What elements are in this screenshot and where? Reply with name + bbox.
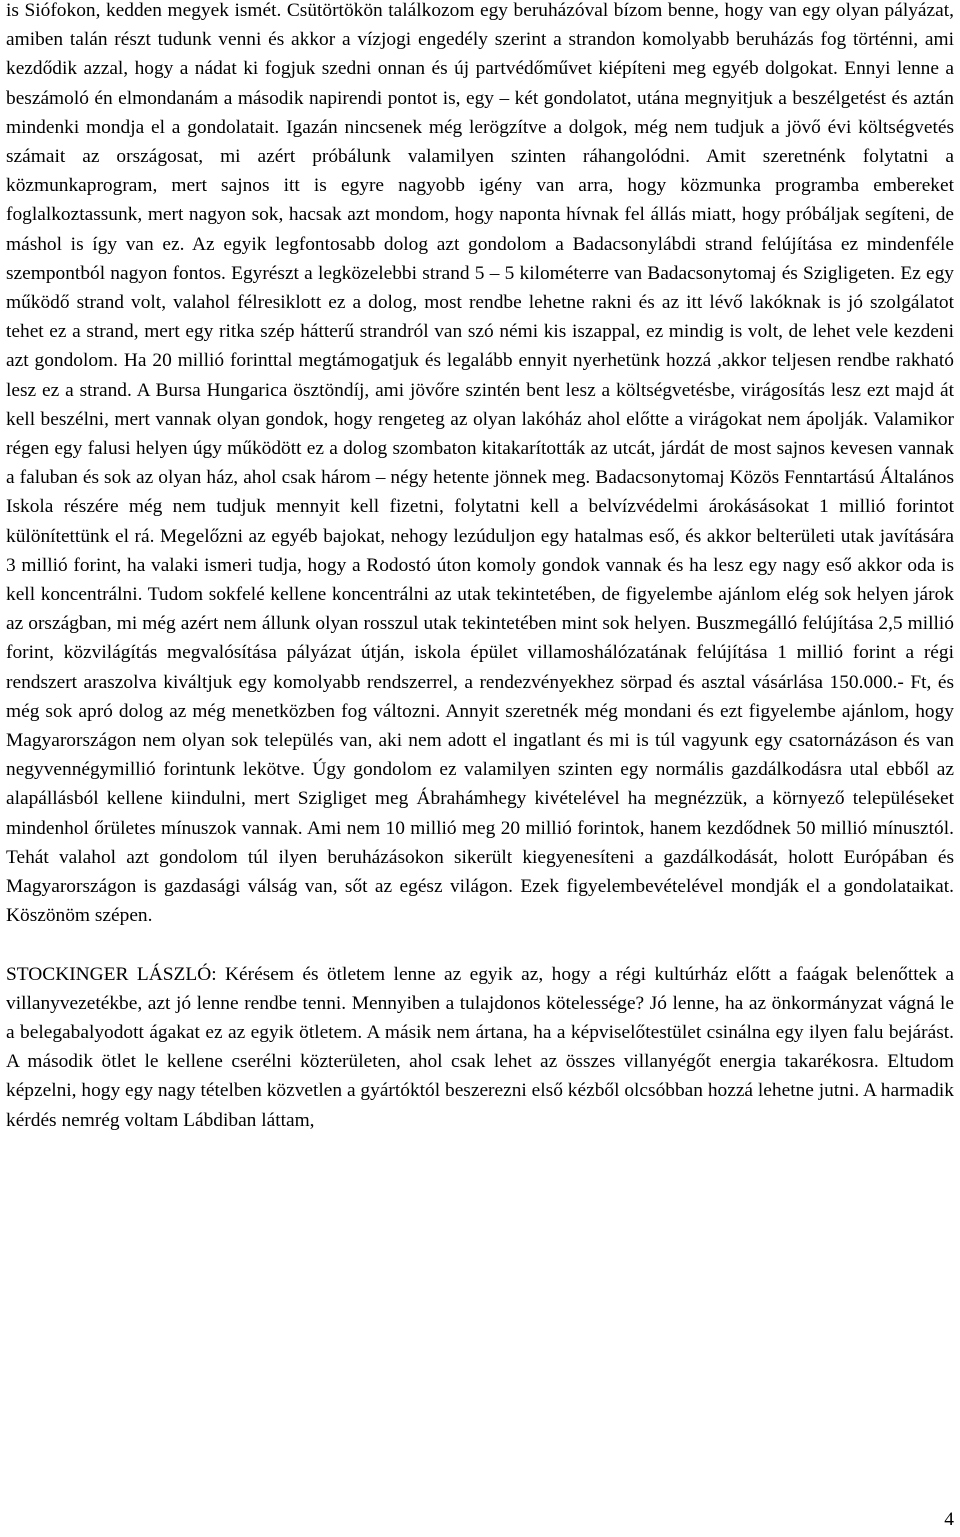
- document-page: [6, 0, 954, 1135]
- body-paragraph: is Siófokon, kedden megyek ismét. Csütörtökön találkozom egy beruházóval bízom benne, hogy van egy olyan pályázat, amiben talán részt tudunk venni és akkor a vízjogi engedély szerint a strandon komolyabb beruházás fog történni, ami kezdődik azzal, hogy a nádat ki fogjuk szedni onnan és új partvédőművet kiépíteni meg egyéb dolgokat. Ennyi lenne a beszámoló én elmondanám a második napirendi pontot is, egy – két gondolatot, utána megnyitjuk a beszélgetést és aztán mindenki mondja el a gondolatait. Igazán nincsenek még lerögzítve a dolgok, még nem tudjuk a jövő évi költségvetés számait az országosat, mi azért próbálunk valamilyen szinten ráhangolódni. Amit szeretnénk folytatni a közmunkaprogram, mert sajnos itt is egyre nagyobb igény van arra, hogy közmunka programba embereket foglalkoztassunk, mert nagyon sok, hacsak azt mondom, hogy naponta hívnak fel állás miatt, hogy próbáljak segíteni, de máshol is így van ez. Az egyik legfontosabb dolog azt gondolom a Badacsonylábdi strand felújítása ez mindenféle szempontból nagyon fontos. Egyrészt a legközelebbi strand 5 – 5 kilométerre van Badacsonytomaj és Szigligeten. Ez egy működő strand volt, valahol félresiklott ez a dolog, most rendbe lehetne rakni és az itt lévő lakóknak is jó szolgálatot tehet ez a strand, mert egy ritka szép hátterű strandról van szó némi kis iszappal, ez mindig is volt, de lehet vele kezdeni azt gondolom. Ha 20 millió forinttal megtámogatjuk és legalább ennyit nyerhetünk hozzá ,akkor teljesen rendbe rakható lesz ez a strand. A Bursa Hungarica ösztöndíj, ami jövőre szintén bent lesz a költségvetésbe, virágosítás lesz ezt majd át kell beszélni, mert vannak olyan gondok, hogy rengeteg az olyan lakóház ahol előtte a virágokat nem ápolják. Valamikor régen egy falusi helyen úgy működött ez a dolog szombaton kitakarították az utcát, járdát de most sajnos kevesen vannak a faluban és sok az olyan ház, ahol csak három – négy hetente jönnek meg. Badacsonytomaj Közös Fenntartású Általános Iskola részére még nem tudjuk mennyit kell fizetni, folytatni kell a belvízvédelmi árokásásokat 1 millió forintot különítettünk el rá. Megelőzni az egyéb bajokat, nehogy lezúduljon egy hatalmas eső, és akkor belterületi utak javítására 3 millió forint, ha valaki ismeri tudja, hogy a Rodostó úton komoly gondok vannak és ha lesz egy nagy eső akkor oda is kell koncentrálni. Tudom sokfelé kellene koncentrálni az utak tekintetében, de figyelembe ajánlom elég sok helyen járok az országban, mi még azért nem állunk olyan rosszul utak tekintetében mint sok helyen. Buszmegálló felújítása 2,5 millió forint, közvilágítás megvalósítása pályázat útján, iskola épület villamoshálózatának felújítása 1 millió forint a régi rendszert araszolva kiváltjuk egy komolyabb rendszerrel, a rendezvényekhez sörpad és asztal vásárlása 150.000.- Ft, és még sok apró dolog az még menetközben fog változni. Annyit szeretnék még mondani és ezt figyelembe ajánlom, hogy Magyarországon nem olyan sok település van, aki nem adott el ingatlant és mi is túl vagyunk egy csatornázáson és van negyvennégymillió forintunk lekötve. Úgy gondolom ez valamilyen szinten egy normális gazdálkodásra utal ebből az alapállásból kellene kiindulni, mert Szigliget meg Ábrahámhegy kivételével ha megnézzük, a környező településeket mindenhol őrületes mínuszok vannak. Ami nem 10 millió meg 20 millió forintok, hanem kezdődnek 50 millió mínusztól. Tehát valahol azt gondolom túl ilyen beruházásokon sikerült kiegyenesíteni a gazdálkodását, holott Európában és Magyarországon is gazdasági válság van, sőt az egész világon. Ezek figyelembevételével mondják el a gondolataikat. Köszönöm szépen.: [6, 0, 954, 927]
- page-number: 4: [944, 1509, 954, 1530]
- paragraph-spacer: [6, 931, 954, 960]
- speaker-paragraph: STOCKINGER LÁSZLÓ: Kérésem és ötletem lenne az egyik az, hogy a régi kultúrház előtt a faágak belenőttek a villanyvezetékbe, azt jó lenne rendbe tenni. Mennyiben a tulajdonos kötelessége? Jó lenne, ha az önkormányzat vágná le a belegabalyodott ágakat ez az egyik ötletem. A másik nem ártana, ha a képviselőtestület csinálna egy ilyen falu bejárást. A második ötlet le kellene cserélni közterületen, ahol csak lehet az összes villanyégőt energia takarékosra. Eltudom képzelni, hogy egy nagy tételben közvetlen a gyártóktól beszerezni első kézből olcsóbban hozzá lehetne jutni. A harmadik kérdés nemrég voltam Lábdiban láttam,: [6, 963, 954, 1131]
